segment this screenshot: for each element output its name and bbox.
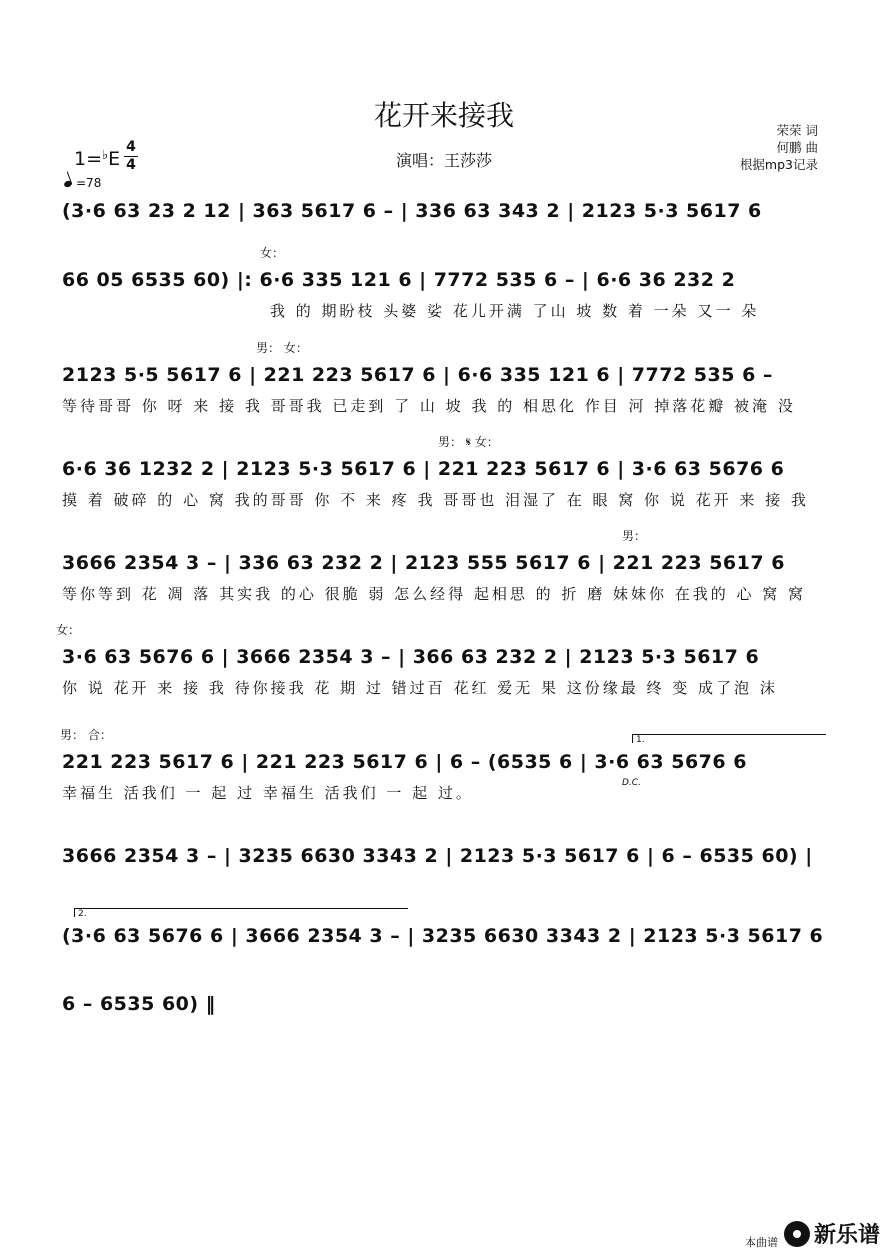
notes-line: 3666 2354 3 – | 336 63 232 2 | 2123 555 5617 6 | 221 223 5617 6 bbox=[62, 552, 785, 574]
quarter-note-icon bbox=[63, 180, 73, 188]
key-prefix: 1= bbox=[74, 148, 103, 170]
volta-second-ending: 2. bbox=[74, 908, 408, 917]
time-signature-top: 4 bbox=[124, 139, 138, 157]
credits-block bbox=[740, 122, 818, 173]
tempo-marking bbox=[64, 176, 101, 190]
voice-label: 男： 𝄋 女： bbox=[438, 435, 499, 449]
voice-label: 男： bbox=[622, 529, 647, 543]
tempo-value: =78 bbox=[76, 176, 102, 190]
score-row-6 bbox=[56, 623, 824, 725]
dc-mark: D.C. bbox=[622, 778, 641, 788]
score-row-2 bbox=[62, 246, 824, 348]
score-row-10 bbox=[62, 990, 824, 1072]
lyrics-line: 幸福生 活我们 一 起 过 幸福生 活我们 一 起 过。 bbox=[62, 784, 474, 802]
score-row-4 bbox=[62, 435, 824, 537]
notes-line: 3·6 63 5676 6 | 3666 2354 3 – | 366 63 232 2 | 2123 5·3 5617 6 bbox=[62, 646, 760, 668]
composer-credit: 何鹏 曲 bbox=[776, 140, 818, 155]
notes-line: 3666 2354 3 – | 3235 6630 3343 2 | 2123 5·3 5617 6 | 6 – 6535 60) | bbox=[62, 845, 813, 867]
notes-line: 221 223 5617 6 | 221 223 5617 6 | 6 – (6535 6 | 3·6 63 5676 6 bbox=[62, 751, 747, 773]
lyrics-line: 摸 着 破碎 的 心 窝 我的哥哥 你 不 来 疼 我 哥哥也 泪湿了 在 眼 窝 你 说 花开 来 接 我 bbox=[62, 491, 809, 509]
time-signature-bottom: 4 bbox=[126, 157, 136, 173]
voice-label: 男： 女： bbox=[256, 341, 308, 355]
score-row-3 bbox=[62, 341, 824, 443]
footer-brand bbox=[784, 1218, 880, 1249]
notes-line: (3·6 63 5676 6 | 3666 2354 3 – | 3235 6630 3343 2 | 2123 5·3 5617 6 bbox=[62, 925, 824, 947]
lyrics-line: 等你等到 花 凋 落 其实我 的心 很脆 弱 怎么经得 起相思 的 折 磨 妹妹你 在我的 心 窝 窝 bbox=[62, 585, 807, 603]
notes-line: 2123 5·5 5617 6 | 221 223 5617 6 | 6·6 335 121 6 | 7772 535 6 – bbox=[62, 364, 773, 386]
voice-label: 女： bbox=[260, 246, 285, 260]
notes-line: 6 – 6535 60) ‖ bbox=[62, 993, 216, 1015]
lyrics-line: 等待哥哥 你 呀 来 接 我 哥哥我 已走到 了 山 坡 我 的 相思化 作目 河 掉落花瓣 被淹 没 bbox=[62, 397, 796, 415]
lyrics-line: 你 说 花开 来 接 我 待你接我 花 期 过 错过百 花红 爱无 果 这份缘最 终 变 成了泡 沫 bbox=[62, 679, 778, 697]
footer-label: 本曲谱 bbox=[745, 1236, 778, 1249]
voice-label: 女： bbox=[56, 623, 81, 637]
brand-name: 新乐谱 bbox=[813, 1223, 880, 1248]
notes-line: (3·6 63 23 2 12 | 363 5617 6 – | 336 63 343 2 | 2123 5·3 5617 6 bbox=[62, 200, 762, 222]
lyricist-credit: 荣荣 词 bbox=[776, 123, 818, 138]
lyrics-line: 我 的 期盼枝 头婆 娑 花儿开满 了山 坡 数 着 一朵 又一 朵 bbox=[270, 302, 760, 320]
notes-line: 66 05 6535 60) |: 6·6 335 121 6 | 7772 535 6 – | 6·6 36 232 2 bbox=[62, 269, 736, 291]
source-note: 根据mp3记录 bbox=[739, 157, 818, 172]
voice-label: 男： 合： bbox=[60, 728, 112, 742]
key-note: E bbox=[108, 148, 121, 170]
score-row-5 bbox=[62, 529, 824, 631]
singer-credit: 演唱：王莎莎 bbox=[395, 151, 492, 170]
volta-first-ending: 1. bbox=[632, 734, 826, 743]
record-disc-icon bbox=[784, 1221, 810, 1247]
score-row-7 bbox=[60, 728, 824, 830]
notes-line: 6·6 36 1232 2 | 2123 5·3 5617 6 | 221 223 5617 6 | 3·6 63 5676 6 bbox=[62, 458, 785, 480]
song-title: 花开来接我 bbox=[373, 99, 514, 132]
flat-sign: ♭ bbox=[102, 148, 109, 163]
